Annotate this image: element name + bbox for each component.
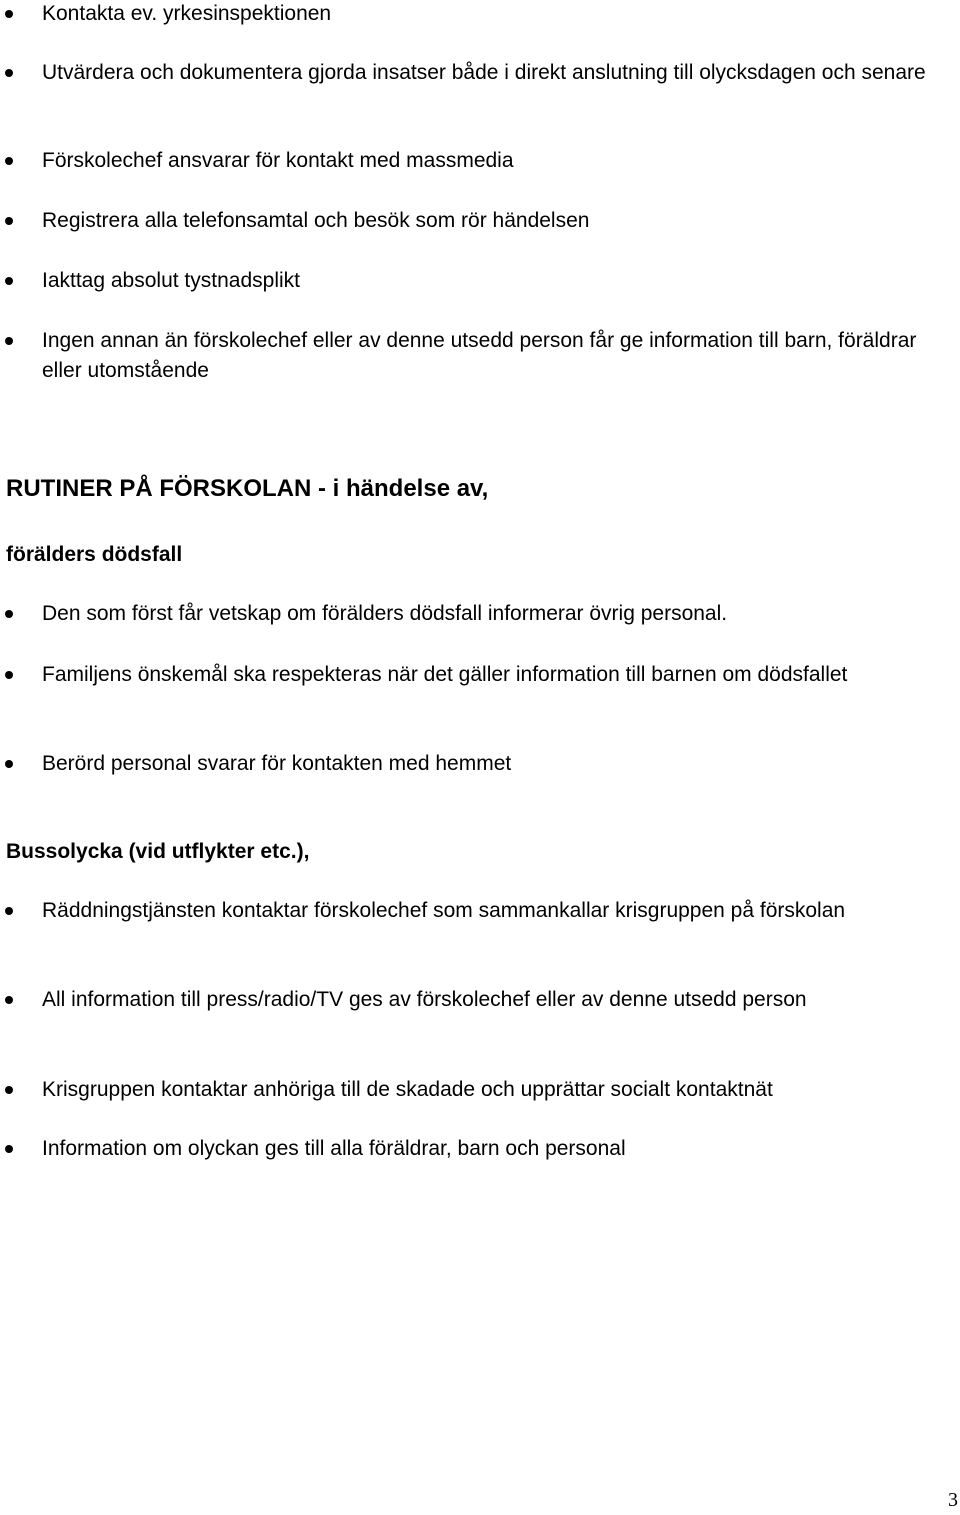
page-number: 3 [948, 1489, 958, 1511]
list-item-text: Iakttag absolut tystnadsplikt [42, 269, 300, 292]
bullet-icon [5, 277, 13, 285]
bullet-icon [5, 157, 13, 165]
list-item-text: Förskolechef ansvarar för kontakt med massmedia [42, 149, 514, 172]
list-item-text: Kontakta ev. yrkesinspektionen [42, 2, 332, 25]
bullet-icon [5, 69, 13, 77]
list-item-text: Berörd personal svarar för kontakten med hemmet [42, 752, 512, 775]
list-item-text: Den som först får vetskap om förälders dödsfall informerar övrig personal. [42, 602, 728, 625]
list-item-text: All information till press/radio/TV ges av förskolechef eller av denne utsedd person [42, 988, 807, 1011]
list-item-text: Krisgruppen kontaktar anhöriga till de skadade och upprättar socialt kontaktnät [42, 1078, 773, 1101]
list-item-text: Ingen annan än förskolechef eller av denne utsedd person får ge information till barn, föräldrar eller utomstående [42, 329, 917, 382]
bullet-icon [5, 610, 13, 618]
list-item-text: Registrera alla telefonsamtal och besök som rör händelsen [42, 209, 590, 232]
section-subheading: förälders dödsfall [6, 543, 183, 566]
list-item-text: Utvärdera och dokumentera gjorda insatser både i direkt anslutning till olycksdagen och senare [42, 61, 926, 84]
section-heading: Bussolycka (vid utflykter etc.), [6, 840, 310, 863]
bullet-icon [5, 217, 13, 225]
bullet-icon [5, 760, 13, 768]
bullet-icon [5, 337, 13, 345]
list-item-text: Räddningstjänsten kontaktar förskolechef som sammankallar krisgruppen på förskolan [42, 899, 846, 922]
bullet-icon [5, 996, 13, 1004]
bullet-icon [5, 1086, 13, 1094]
list-item-text: Information om olyckan ges till alla föräldrar, barn och personal [42, 1137, 626, 1160]
bullet-icon [5, 1145, 13, 1153]
bullet-icon [5, 671, 13, 679]
bullet-icon [5, 10, 13, 18]
bullet-icon [5, 907, 13, 915]
list-item-text: Familjens önskemål ska respekteras när det gäller information till barnen om dödsfallet [42, 663, 848, 686]
section-heading: RUTINER PÅ FÖRSKOLAN - i händelse av, [6, 475, 489, 502]
